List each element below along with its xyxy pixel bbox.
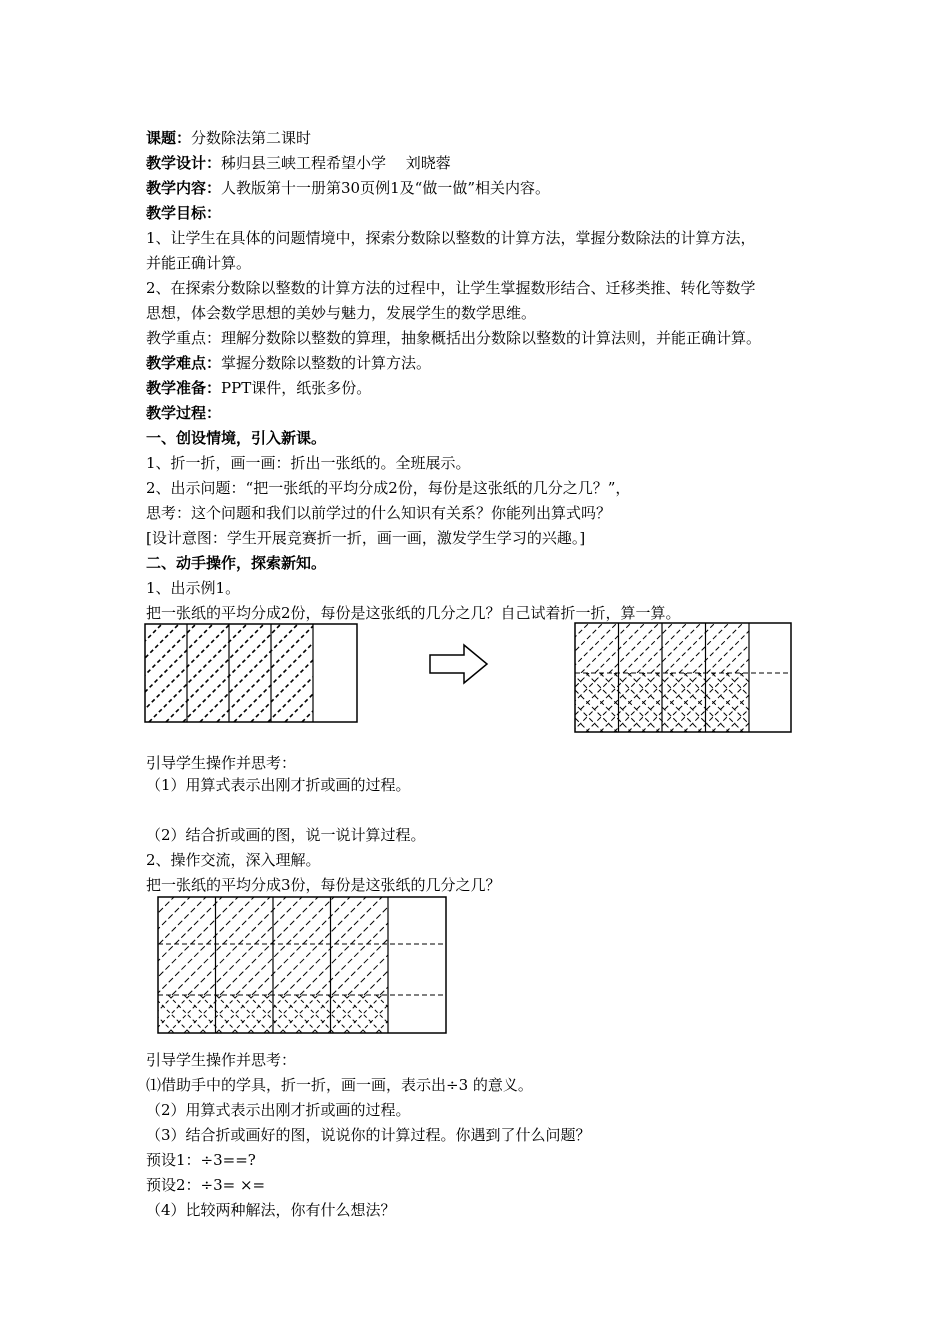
hatch-line bbox=[156, 897, 254, 995]
hatch-line bbox=[268, 897, 366, 995]
goal-1b: 并能正确计算。 bbox=[146, 254, 252, 272]
guide-2: 引导学生操作并思考： bbox=[146, 1051, 297, 1069]
section-2-title: 2、操作交流，深入理解。 bbox=[146, 851, 321, 869]
hatch-line bbox=[424, 995, 448, 1033]
goal-1a: 1、让学生在具体的问题情境中，探索分数除以整数的计算方法，掌握分数除法的计算方法， bbox=[146, 229, 756, 247]
part1-line2: 2、出示问题：“把一张纸的平均分成2份，每份是这张纸的几分之几？”， bbox=[146, 479, 631, 497]
hatch-line bbox=[220, 897, 318, 995]
prep-value: PPT课件，纸张多份。 bbox=[221, 379, 372, 397]
content-label: 教学内容： bbox=[146, 179, 222, 197]
hatch-line bbox=[412, 897, 448, 995]
hatch-line bbox=[735, 623, 785, 673]
prompt-2: （2）用算式表示出刚才折或画的过程。 bbox=[146, 1101, 411, 1119]
hatch-line bbox=[348, 897, 446, 995]
process-heading: 教学过程： bbox=[146, 404, 222, 422]
part1-line4: [设计意图：学生开展竞赛折一折，画一画，激发学生学习的兴趣。] bbox=[146, 529, 586, 547]
preset-2: 预设2：÷3= ×= bbox=[146, 1176, 266, 1194]
part2-line1: 1、出示例1。 bbox=[146, 579, 241, 597]
design-label: 教学设计： bbox=[146, 154, 222, 172]
preset-1: 预设1：÷3==? bbox=[146, 1151, 256, 1169]
hatch-line bbox=[156, 897, 222, 995]
hatch-line bbox=[188, 897, 286, 995]
content-line bbox=[146, 178, 550, 198]
hatch-line bbox=[768, 673, 793, 732]
hatch-line bbox=[428, 897, 448, 995]
design-line bbox=[146, 153, 451, 173]
hatch-line bbox=[364, 897, 448, 995]
hatch-line bbox=[721, 623, 771, 673]
hatch-line bbox=[679, 623, 729, 673]
hatch-line bbox=[740, 673, 793, 732]
hatch-line bbox=[172, 897, 270, 995]
hatch-line bbox=[749, 623, 793, 673]
hatch-line bbox=[143, 624, 213, 722]
hatch-line bbox=[623, 623, 673, 673]
hatch-line bbox=[380, 897, 448, 995]
hatch-line bbox=[408, 995, 446, 1033]
hatch-line bbox=[609, 623, 659, 673]
hatch-line bbox=[651, 623, 701, 673]
hatch-line bbox=[156, 897, 190, 995]
hatch-line bbox=[754, 673, 793, 732]
section-2-question: 把一张纸的平均分成3份，每份是这张纸的几分之几？ bbox=[146, 876, 501, 894]
difficulty-line bbox=[146, 353, 431, 373]
hatch-line bbox=[408, 995, 446, 1033]
hatch-line bbox=[581, 623, 631, 673]
difficulty-label: 教学难点： bbox=[146, 354, 222, 372]
part1-line1: 1、折一折，画一画：折出一张纸的。全班展示。 bbox=[146, 454, 471, 472]
prompt-4: （4）比较两种解法，你有什么想法？ bbox=[146, 1201, 396, 1219]
hatch-line bbox=[392, 995, 430, 1033]
paper-four-fifths-figure bbox=[143, 622, 359, 724]
hatch-line bbox=[595, 623, 645, 673]
prompt-1: ⑴借助手中的学具，折一折，画一画，表示出÷3 的意义。 bbox=[146, 1076, 533, 1094]
hatch-line bbox=[143, 624, 196, 722]
paper-thirds-figure bbox=[156, 895, 448, 1035]
hatch-line bbox=[353, 624, 359, 722]
part2-heading: 二、动手操作，探索新知。 bbox=[146, 554, 327, 572]
hatch-line bbox=[336, 624, 359, 722]
paper-halved-figure bbox=[573, 621, 793, 734]
hatch-line bbox=[763, 623, 793, 673]
hatch-line bbox=[204, 897, 302, 995]
hatch-line bbox=[252, 897, 350, 995]
question-1: （1）用算式表示出刚才折或画的过程。 bbox=[146, 776, 411, 794]
right-arrow-icon bbox=[428, 643, 490, 685]
part1-line3: 思考：这个问题和我们以前学过的什么知识有关系？你能列出算式吗？ bbox=[146, 504, 612, 522]
hatch-line bbox=[300, 897, 398, 995]
hatch-line bbox=[768, 673, 793, 732]
goals-heading: 教学目标： bbox=[146, 204, 222, 222]
hatch-line bbox=[754, 673, 793, 732]
hatch-line bbox=[392, 995, 430, 1033]
hatch-line bbox=[284, 897, 382, 995]
hatch-line bbox=[143, 624, 162, 722]
hatch-line bbox=[156, 897, 238, 995]
guide-1: 引导学生操作并思考： bbox=[146, 754, 297, 772]
hatch-line bbox=[319, 624, 359, 722]
prompt-3: （3）结合折或画好的图，说说你的计算过程。你遇到了什么问题？ bbox=[146, 1126, 591, 1144]
prep-label: 教学准备： bbox=[146, 379, 222, 397]
hatch-line bbox=[302, 624, 359, 722]
hatch-line bbox=[424, 995, 448, 1033]
hatch-line bbox=[236, 897, 334, 995]
teaching-focus: 教学重点：理解分数除以整数的算理，抽象概括出分数除以整数的计算法则，并能正确计算。 bbox=[146, 329, 762, 347]
prep-line bbox=[146, 378, 371, 398]
content-value: 人教版第十一册第30页例1及“做一做”相关内容。 bbox=[221, 179, 550, 197]
title-line bbox=[146, 128, 311, 148]
question-2: （2）结合折或画的图，说一说计算过程。 bbox=[146, 826, 426, 844]
part1-heading: 一、创设情境，引入新课。 bbox=[146, 429, 327, 447]
hatch-line bbox=[396, 897, 448, 995]
title-label: 课题： bbox=[146, 129, 192, 147]
difficulty-value: 掌握分数除以整数的计算方法。 bbox=[221, 354, 432, 372]
hatch-line bbox=[332, 897, 430, 995]
hatch-line bbox=[156, 897, 206, 995]
part2-line2: 把一张纸的平均分成2份，每份是这张纸的几分之几？自己试着折一折，算一算。 bbox=[146, 604, 681, 622]
hatch-line bbox=[693, 623, 743, 673]
design-value: 秭归县三峡工程希望小学 刘晓蓉 bbox=[221, 154, 451, 172]
hatch-line bbox=[665, 623, 715, 673]
hatch-line bbox=[740, 673, 793, 732]
goal-2a: 2、在探索分数除以整数的计算方法的过程中，让学生掌握数形结合、迁移类推、转化等数学 bbox=[146, 279, 756, 297]
hatch-line bbox=[143, 624, 179, 722]
title-value: 分数除法第二课时 bbox=[191, 129, 312, 147]
hatch-line bbox=[285, 624, 359, 722]
goal-2b: 思想，体会数学思想的美妙与魅力，发展学生的数学思维。 bbox=[146, 304, 537, 322]
